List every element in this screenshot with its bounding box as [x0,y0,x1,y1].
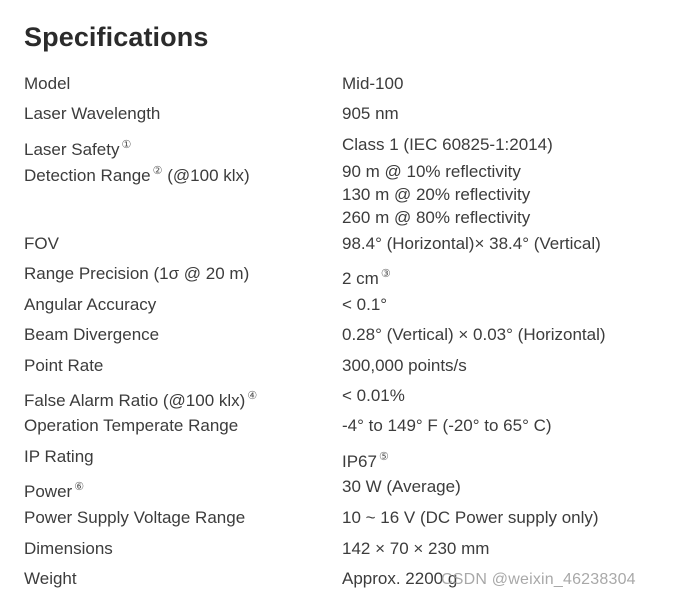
spec-label: False Alarm Ratio (@100 klx) ④ [24,390,258,410]
spec-value-line: 130 m @ 20% reflectivity [342,185,531,204]
spec-label: Point Rate [24,356,104,375]
spec-label: Power ⑥ [24,481,85,501]
spec-label: Range Precision (1σ @ 20 m) [24,264,250,283]
spec-label: FOV [24,234,59,253]
spec-value [342,160,530,229]
spec-value: 30 W (Average) [342,477,461,496]
footnote-marker: ③ [380,268,391,280]
spec-value: Class 1 (IEC 60825-1:2014) [342,135,553,154]
footnote-marker: ① [121,139,132,151]
spec-label: Angular Accuracy [24,295,157,314]
spec-label: Laser Safety ① [24,139,132,159]
spec-label: Detection Range ② (@100 klx) [24,165,250,185]
spec-value: -4° to 149° F (-20° to 65° C) [342,416,552,435]
footnote-marker: ④ [247,390,258,402]
spec-value: IP67 ⑤ [342,451,389,471]
spec-value: 905 nm [342,104,399,123]
spec-value: 10 ~ 16 V (DC Power supply only) [342,508,599,527]
spec-value: 2 cm ③ [342,268,391,288]
spec-value: 142 × 70 × 230 mm [342,539,490,558]
spec-label: Beam Divergence [24,325,160,344]
spec-value: 0.28° (Vertical) × 0.03° (Horizontal) [342,325,606,344]
spec-value: < 0.1° [342,295,388,314]
footnote-marker: ⑤ [378,451,389,463]
spec-label: Power Supply Voltage Range [24,508,246,527]
footnote-marker: ② [152,165,163,177]
spec-value-line: 90 m @ 10% reflectivity [342,162,521,181]
spec-label: Operation Temperate Range [24,416,239,435]
spec-label: Dimensions [24,539,113,558]
spec-label: Model [24,74,71,93]
spec-value-line: 260 m @ 80% reflectivity [342,208,531,227]
spec-label: IP Rating [24,447,94,466]
spec-value: Mid-100 [342,74,404,93]
spec-value: 300,000 points/s [342,356,467,375]
watermark: CSDN @weixin_46238304 [441,571,636,588]
spec-value: 98.4° (Horizontal)× 38.4° (Vertical) [342,234,601,253]
spec-value: < 0.01% [342,386,405,405]
footnote-marker: ⑥ [74,481,85,493]
page-title: Specifications [24,22,209,52]
spec-label: Weight [24,569,77,588]
spec-value: Approx. 2200 g [342,569,458,588]
spec-label: Laser Wavelength [24,104,161,123]
